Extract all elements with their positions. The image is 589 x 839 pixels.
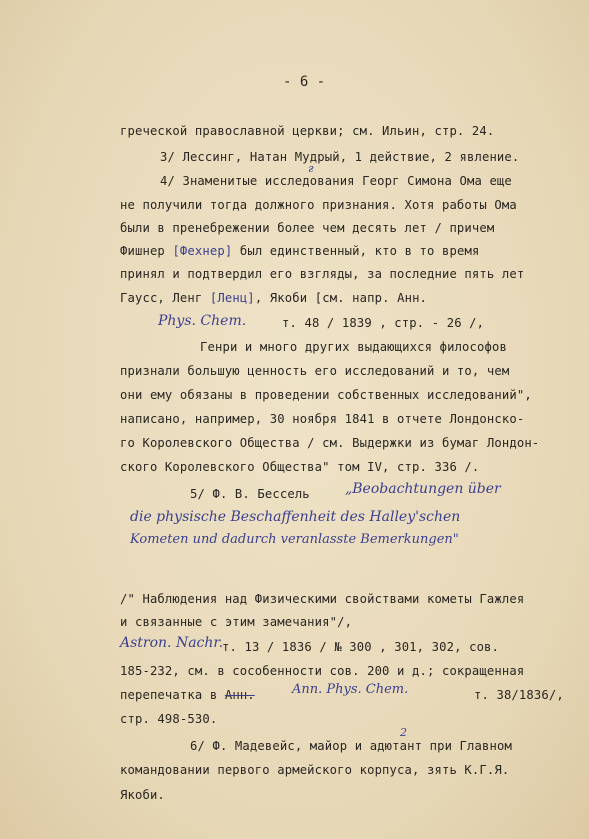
text-line: 185-232, см. в сособенности сов. 200 и д.; сокращенная (120, 664, 525, 678)
text-line: греческой православной церкви; см. Ильин, стр. 24. (120, 124, 495, 138)
struck-text: Анн. (224, 688, 255, 702)
text-line: командовании первого армейского корпуса, зять К.Г.Я. (120, 763, 510, 777)
handwritten-journal-name: Ann. Phys. Chem. (292, 682, 409, 697)
text-line: ского Королевского Общества" том IV, стр. 336 /. (120, 460, 480, 474)
text-line: написано, например, 30 ноября 1841 в отчете Лондонско- (120, 412, 525, 426)
text-line (120, 688, 255, 702)
text-line (120, 244, 479, 258)
handwritten-journal-name: Astron. Nachr. (120, 635, 224, 651)
text-line: /" Наблюдения над Физическими свойствами кометы Гажлея (120, 592, 525, 606)
text-line: стр. 498-530. (120, 712, 218, 726)
text-span: [см. напр. Анн. (314, 291, 428, 305)
text-line (120, 291, 427, 305)
text-span: Фишнер (120, 244, 165, 258)
footnote-4: 4/ Знаменитые исследования Георг Симона Ома еще (160, 174, 512, 188)
text-line: т. 48 / 1839 , стр. - 26 /, (282, 316, 485, 330)
handwritten-title: „Beobachtungen über (345, 481, 501, 497)
page-number: - 6 - (283, 74, 326, 90)
handwritten-insert: [Фехнер] (172, 244, 233, 258)
text-line: не получили тогда должного признания. Хотя работы Ома (120, 198, 517, 212)
footnote-6: 6/ Ф. Мадевейс, майор и адютант при Главном (190, 739, 512, 753)
handwritten-journal-name: Phys. Chem. (158, 313, 247, 329)
text-span: перепечатка в (120, 688, 218, 702)
text-line: Якоби. (120, 788, 165, 802)
text-line: и связанные с этим замечания"/, (120, 615, 353, 629)
text-line: Генри и много других выдающихся философов (200, 340, 507, 354)
text-span: был единственный, кто в то время (239, 244, 480, 258)
text-line: т. 13 / 1836 / № 300 , 301, 302, сов. (222, 640, 500, 654)
text-span: , Якоби (254, 291, 308, 305)
footnote-3: 3/ Лессинг, Натан Мудрый, 1 действие, 2 явление. (160, 150, 520, 164)
text-line: они ему обязаны в проведении собственных исследований", (120, 388, 532, 402)
text-line: признали большую ценность его исследований и то, чем (120, 364, 510, 378)
text-line: т. 38/1836/, (474, 688, 564, 702)
handwritten-title: Kometen und dadurch veranlasste Bemerkungen" (130, 532, 459, 547)
text-line: были в пренебрежении более чем десять лет / причем (120, 221, 495, 235)
handwritten-correction-mark: г (308, 162, 314, 175)
handwritten-insert: [Ленц] (209, 291, 255, 305)
handwritten-title: die physische Beschaffenheit des Halley'schen (130, 509, 461, 525)
text-line: принял и подтвердил его взгляды, за последние пять лет (120, 267, 525, 281)
handwritten-correction-mark: 2 (400, 726, 407, 739)
footnote-5: 5/ Ф. В. Бессель (190, 487, 310, 501)
text-line: го Королевского Общества / см. Выдержки из бумаг Лондон- (120, 436, 540, 450)
text-span: Гаусс, Ленг (120, 291, 203, 305)
